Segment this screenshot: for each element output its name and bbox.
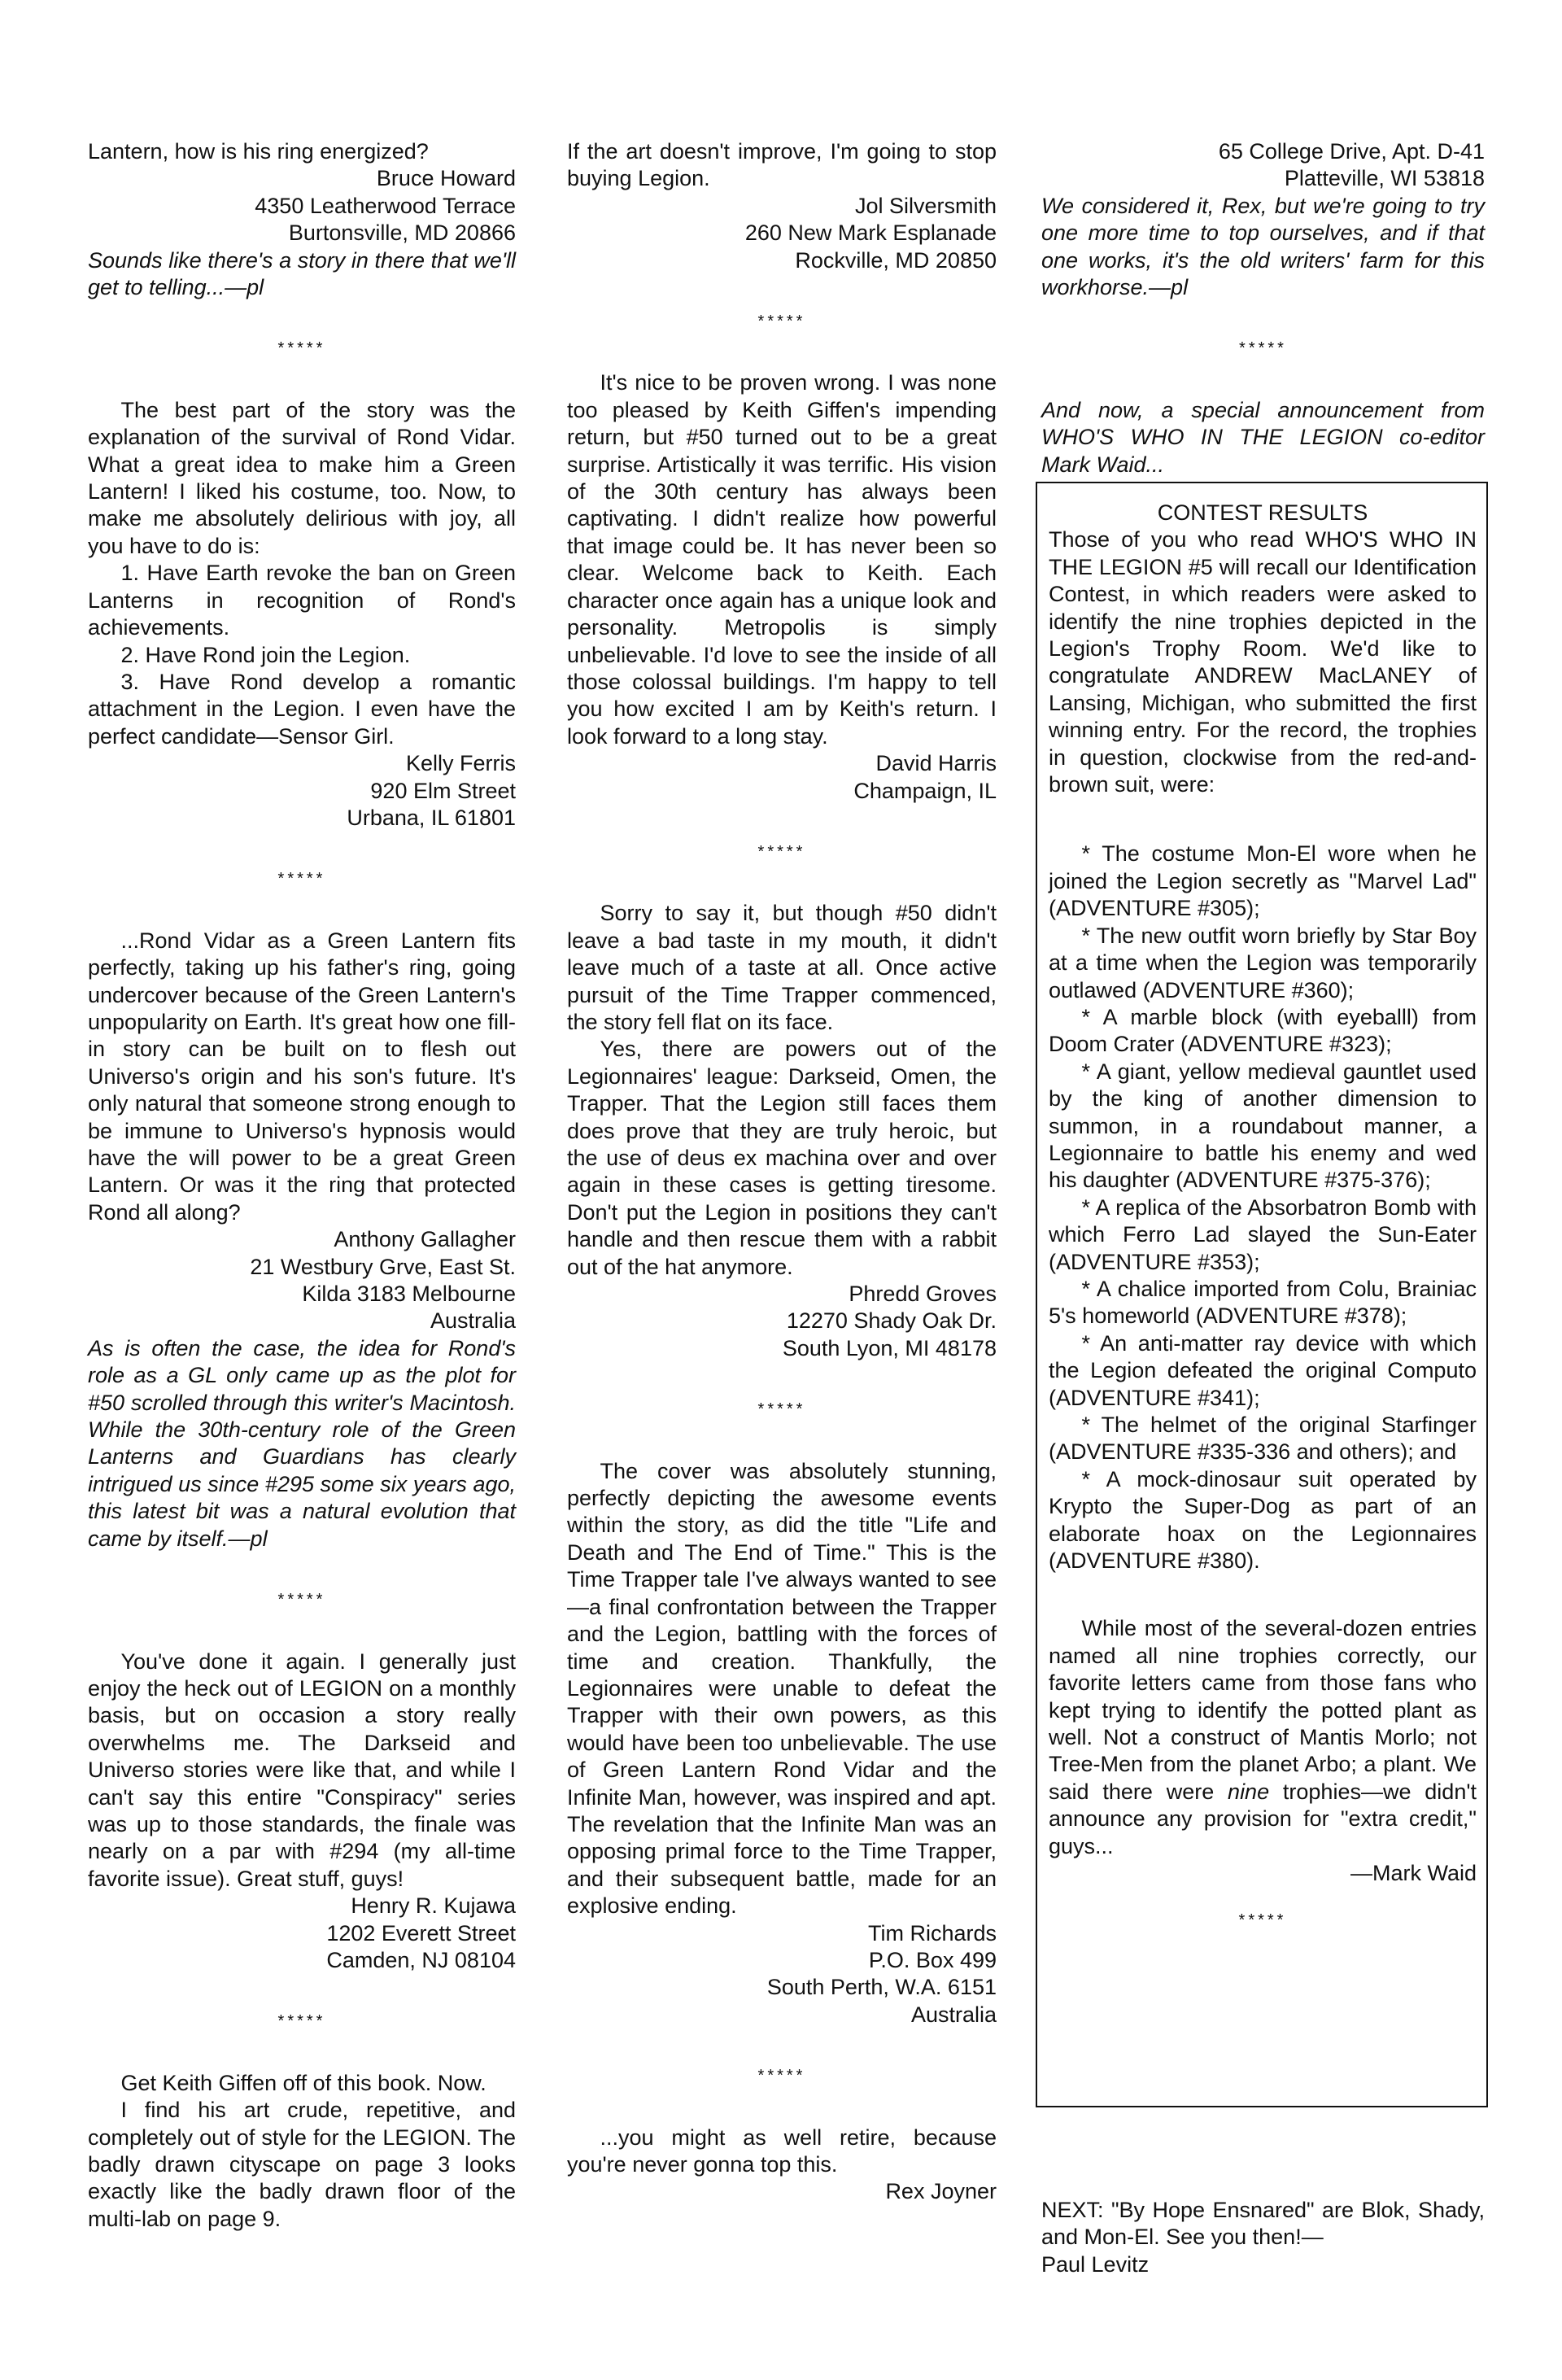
special-announcement: And now, a special announcement from WHO'S WHO IN THE LEGION co-editor Mark Waid... [1041, 397, 1485, 477]
trophy-item: * A replica of the Absorbatron Bomb with which Ferro Lad slayed the Sun-Eater (ADVENTURE #353); [1049, 1194, 1477, 1274]
letter-text: 1. Have Earth revoke the ban on Green Lanterns in recognition of Rond's achievements. [88, 561, 516, 640]
letter-address: 1202 Everett Street [326, 1920, 516, 1945]
letter-address: Australia [910, 2002, 997, 2027]
letter-text: The best part of the story was the explanation of the survival of Rond Vidar. What a great idea to make him a Green Lantern! I liked his costume, too. Now, to make me absolutely delirious with joy, all you have to do is: [88, 397, 516, 558]
letter-address: 12270 Shady Oak Dr. [786, 1308, 997, 1334]
letter-address: Camden, NJ 08104 [326, 1947, 516, 1972]
letter-address: Australia [430, 1308, 516, 1334]
letter-address: 21 Westbury Grve, East St. [250, 1254, 516, 1279]
section-divider: ***** [1239, 339, 1287, 358]
contest-closing-emphasis: nine [1228, 1779, 1270, 1804]
trophy-item: * A giant, yellow medieval gauntlet used by the king of another dimension to summon, in a roundabout manner, a Legionnaire to battle his enemy and wed his daughter (ADVENTURE #375-376); [1049, 1059, 1477, 1193]
letter-signature: Bruce Howard [376, 166, 516, 191]
letter-address: Burtonsville, MD 20866 [288, 221, 516, 246]
letter-address: Rockville, MD 20850 [795, 247, 997, 273]
editor-reply: Sounds like there's a story in there that we'll get to telling...—pl [88, 247, 516, 300]
letter-signature: Phredd Groves [849, 1282, 997, 1307]
letter-text: I find his art crude, repetitive, and completely out of style for the LEGION. The badly drawn cityscape on page 3 looks exactly like the badly drawn floor of the multi-lab on page 9. [88, 2098, 516, 2231]
letter-address: Platteville, WI 53818 [1284, 166, 1485, 191]
letter-address: 4350 Leatherwood Terrace [255, 193, 516, 218]
letter-address: Champaign, IL [853, 778, 997, 803]
contest-results-box [1036, 482, 1488, 2107]
editor-reply: As is often the case, the idea for Rond's role as a GL only came up as the plot for #50 scrolled through this writer's Macintosh. While the 30th-century role of the Green Lanterns and Guardians has clearly intrigued us since #295 some six years ago, this latest bit was a natural evolution that came by itself.—pl [88, 1335, 516, 1551]
letter-text: Sorry to say it, but though #50 didn't leave a bad taste in my mouth, it didn't leave much of a taste at all. Once active pursuit of the Time Trapper commenced, the story fell flat on its face. [567, 901, 997, 1034]
next-issue-signature: Paul Levitz [1041, 2251, 1150, 2277]
trophy-item: * The helmet of the original Starfinger (ADVENTURE #335-336 and others); and [1049, 1413, 1477, 1465]
letter-address: 260 New Mark Esplanade [744, 221, 997, 246]
next-issue-text: NEXT: "By Hope Ensnared" are Blok, Shady, and Mon-El. See you then!— [1041, 2198, 1485, 2250]
section-divider: ***** [757, 1400, 806, 1419]
letter-text: ...Rond Vidar as a Green Lantern fits perfectly, taking up his father's ring, going undercover because of the Green Lantern's unpopularity on Earth. It's great how one fill-in story can be built on to flesh out Universo's origin and his son's future. It's only natural that someone strong enough to be immune to Universo's hypnosis would have the will power to be a great Green Lantern. Or was it the ring that protected Rond all along? [88, 928, 516, 1225]
letter-text: You've done it again. I generally just enjoy the heck out of LEGION on a monthly basis, but on occasion a story really overwhelms me. The Darkseid and Universo stories were like that, and while I can't say this entire "Conspiracy" series was up to those standards, the finale was nearly on a par with #294 (my all-time favorite issue). Great stuff, guys! [88, 1649, 516, 1891]
contest-signature: —Mark Waid [1350, 1861, 1477, 1886]
letter-address: Kilda 3183 Melbourne [302, 1282, 516, 1307]
letter-signature: Kelly Ferris [405, 751, 516, 776]
contest-closing-text: While most of the several-dozen entries named all nine trophies correctly, our favorite letters came from those fans who kept trying to identify the potted plant as well. Not a construct of Mantis Morlo; not Tree-Men from the planet Arbo; a plant. We said there were [1049, 1616, 1477, 1804]
letter-address: South Lyon, MI 48178 [782, 1335, 997, 1360]
letters-column-1 [88, 138, 516, 2233]
letter-text: 2. Have Rond join the Legion. [120, 642, 411, 667]
contest-closing-text: trophies—we didn't announce any provision for "extra credit," guys... [1049, 1779, 1477, 1858]
trophy-item: * A marble block (with eyeballl) from Doom Crater (ADVENTURE #323); [1049, 1004, 1477, 1057]
contest-intro: Those of you who read WHO'S WHO IN THE LEGION #5 will recall our Identification Contest, in which readers were asked to identify the nine trophies depicted in the Legion's Trophy Room. We'd like to congratulate ANDREW MacLANEY of Lansing, Michigan, who submitted the first winning entry. For the record, the trophies in question, clockwise from the red-and-brown suit, were: [1049, 527, 1477, 797]
letter-text: ...you might as well retire, because you're never gonna top this. [567, 2125, 997, 2177]
letter-text: It's nice to be proven wrong. I was none too pleased by Keith Giffen's impending return, but #50 turned out to be a great surprise. Artistically it was terrific. His vision of the 30th century has always been captivating. I didn't realize how powerful that image could be. It has never been so clear. Welcome back to Keith. Each character once again has a unique look and personality. Metropolis is simply unbelievable. I'd love to see the inside of all those colossal buildings. I'm happy to tell you how excited I am by Keith's return. I look forward to a long stay. [567, 370, 997, 749]
letter-text: The cover was absolutely stunning, perfectly depicting the awesome events within the story, as did the title "Life and Death and The End of Time." This is the Time Trapper tale I've always wanted to see—a final confrontation between the Trapper and the Legion, battling with the forces of time and creation. Thankfully, the Legionnaires were unable to defeat the Trapper with their own powers, as this would have been too unbelievable. The use of Green Lantern Rond Vidar and the Infinite Man, however, was inspired and apt. The revelation that the Infinite Man was an opposing primal force to the Time Trapper, and their subsequent battle, made for an explosive ending. [567, 1458, 997, 1919]
letter-text: Get Keith Giffen off of this book. Now. [120, 2070, 486, 2095]
section-divider: ***** [277, 2012, 326, 2031]
letter-text: If the art doesn't improve, I'm going to stop buying Legion. [567, 139, 997, 191]
section-divider: ***** [757, 842, 806, 861]
section-divider: ***** [277, 1591, 326, 1609]
letter-signature: Jol Silversmith [854, 193, 997, 218]
section-divider: ***** [277, 870, 326, 889]
letter-signature: Henry R. Kujawa [351, 1893, 516, 1919]
letter-signature: Tim Richards [867, 1920, 997, 1945]
contest-results-title: CONTEST RESULTS [1157, 500, 1368, 525]
letters-column-2 [567, 138, 997, 2206]
section-divider: ***** [277, 339, 326, 358]
letter-address: 65 College Drive, Apt. D-41 [1218, 139, 1485, 164]
letters-column-3 [1041, 138, 1485, 478]
trophy-item: * A chalice imported from Colu, Brainiac 5's homeworld (ADVENTURE #378); [1049, 1276, 1477, 1329]
section-divider: ***** [1238, 1911, 1287, 1929]
trophy-item: * The new outfit worn briefly by Star Boy at a time when the Legion was temporarily outlawed (ADVENTURE #360); [1049, 923, 1477, 1002]
next-issue-blurb [1041, 2197, 1485, 2278]
contest-closing [1049, 1615, 1477, 1860]
letter-address: 920 Elm Street [370, 778, 516, 803]
section-divider: ***** [757, 312, 806, 331]
letter-address: South Perth, W.A. 6151 [766, 1975, 997, 2000]
letter-signature: David Harris [875, 751, 997, 776]
letter-text: 3. Have Rond develop a romantic attachment in the Legion. I even have the perfect candidate—Sensor Girl. [88, 669, 516, 749]
editor-reply: We considered it, Rex, but we're going to try one more time to top ourselves, and if that one works, it's the old writers' farm for this workhorse.—pl [1041, 193, 1485, 300]
trophy-item: * A mock-dinosaur suit operated by Krypto the Super-Dog as part of an elaborate hoax on the Legionnaires (ADVENTURE #380). [1049, 1466, 1477, 1574]
letter-signature: Rex Joyner [885, 2179, 997, 2204]
trophy-item: * An anti-matter ray device with which the Legion defeated the original Computo (ADVENTURE #341); [1049, 1330, 1477, 1410]
letter-address: Urbana, IL 61801 [347, 805, 516, 830]
section-divider: ***** [757, 2067, 806, 2085]
letter-text: Yes, there are powers out of the Legionnaires' league: Darkseid, Omen, the Trapper. That the Legion still faces them does prove that they are truly heroic, but the use of deus ex machina over and over again in these cases is getting tiresome. Don't put the Legion in positions they can't handle and then rescue them with a rabbit out of the hat anymore. [567, 1037, 997, 1279]
trophy-item: * The costume Mon-El wore when he joined the Legion secretly as "Marvel Lad" (ADVENTURE #305); [1049, 841, 1477, 921]
letter-signature: Anthony Gallagher [334, 1227, 516, 1252]
letter-text: Lantern, how is his ring energized? [88, 139, 429, 164]
letter-address: P.O. Box 499 [868, 1947, 997, 1972]
